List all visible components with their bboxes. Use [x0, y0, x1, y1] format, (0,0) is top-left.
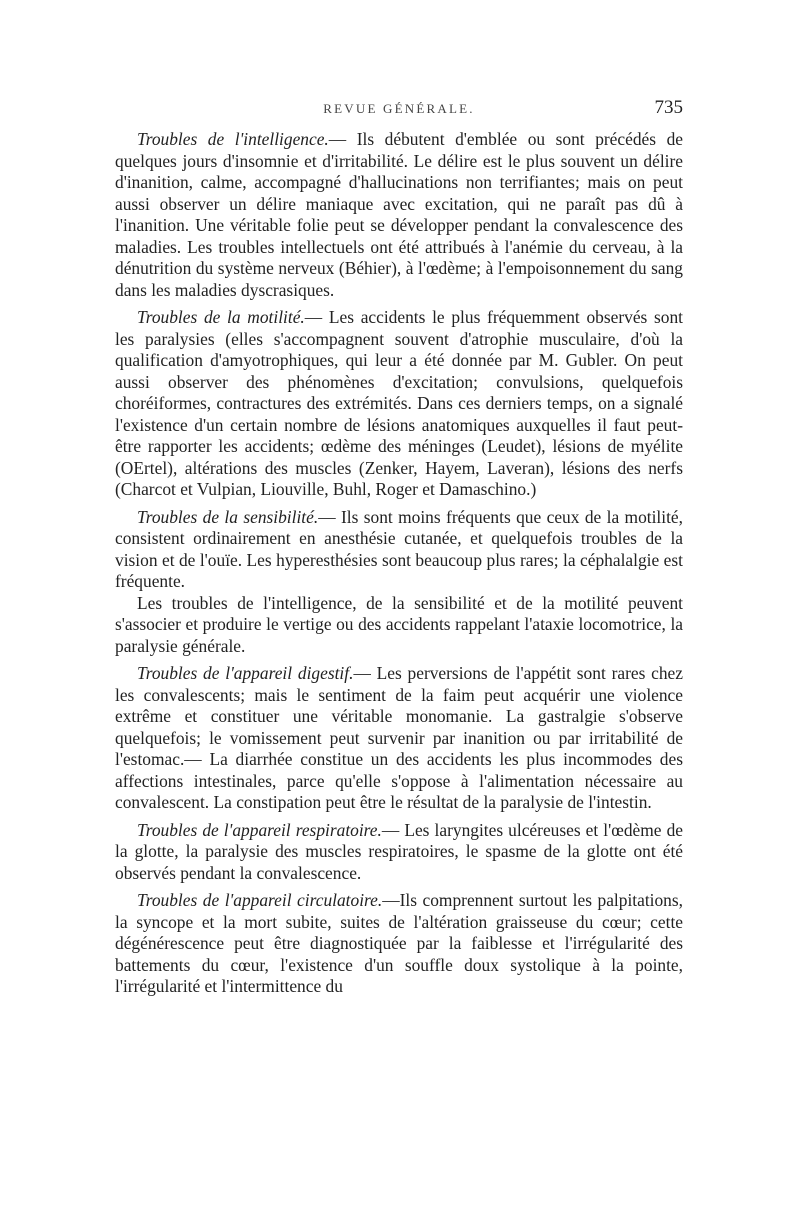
paragraph-motilite: [115, 307, 683, 501]
paragraph-text: —Ils comprennent surtout les palpitations, la syncope et la mort subite, suites de l'altération graisseuse du cœur; cette dégénérescence peut être diagnostiquée par la faiblesse et l'irrégularité des battements du cœur, l'existence d'un souffle doux systolique à la pointe, l'irrégularité et l'intermittence du: [115, 890, 683, 996]
paragraph-digestif: [115, 663, 683, 814]
section-lead: Troubles de la sensibilité.: [137, 506, 319, 527]
body-text: [115, 129, 683, 998]
section-lead: Troubles de l'intelligence.: [137, 129, 329, 149]
section-lead: Troubles de l'appareil circulatoire.: [137, 890, 383, 910]
running-title: REVUE GÉNÉRALE.: [323, 101, 475, 116]
section-lead: Troubles de l'appareil respiratoire.: [137, 819, 382, 840]
paragraph-text: — Les laryngites ulcéreuses et l'œdème de la glotte, la paralysie des muscles respiratoires, le spasme de la glotte ont été observés pendant la convalescence.: [115, 819, 683, 883]
paragraph-text: — Ils débutent d'emblée ou sont précédés de quelques jours d'insomnie et d'irritabilité. Le délire est le plus souvent un délire d'inanition, calme, accompagné d'hallucinations non terrifiantes; mais on peut aussi observer un délire maniaque avec excitation, qui ne paraît pas dû à l'inanition. Une véritable folie peut se développer pendant la convalescence des maladies. Les troubles intellectuels ont été attribués à l'anémie du cerveau, à la dénutrition du système nerveux (Béhier), à l'œdème; à l'empoisonnement du sang dans les maladies dyscrasiques.: [115, 129, 683, 300]
section-lead: Troubles de la motilité.: [137, 307, 305, 327]
paragraph-text: — Ils sont moins fréquents que ceux de la motilité, consistent ordinairement en anesthésie cutanée, et quelquefois troubles de la vision et de l'ouïe. Les hyperesthésies sont beaucoup plus rares; la céphalalgie est fréquente.: [115, 506, 683, 591]
paragraph-sensibilite: [115, 507, 683, 593]
paragraph-text: — Les perversions de l'appétit sont rares chez les convalescents; mais le sentiment de la faim peut acquérir une violence extrême et constituer une véritable monomanie. La gastralgie s'observe quelquefois; le vomissement peut survenir par inanition ou par irritabilité de l'estomac.— La diarrhée constitue un des accidents les plus incommodes des affections intestinales, parce qu'elle s'oppose à l'alimentation nécessaire au convalescent. La constipation peut être le résultat de la paralysie de l'intestin.: [115, 663, 683, 812]
page-number: 735: [654, 97, 683, 118]
paragraph-association: [115, 593, 683, 658]
paragraph-intelligence: [115, 129, 683, 301]
paragraph-circulatoire: [115, 890, 683, 998]
paragraph-text: Les troubles de l'intelligence, de la sensibilité et de la motilité peuvent s'associer et produire le vertige ou des accidents rappelant l'ataxie locomotrice, la paralysie générale.: [115, 592, 683, 656]
running-head: [115, 97, 683, 123]
paragraph-text: — Les accidents le plus fréquemment observés sont les paralysies (elles s'accompagnent souvent d'atrophie musculaire, d'où la qualification d'amyotrophiques, qui leur a été donnée par M. Gubler. On peut aussi observer des phénomènes d'excitation; convulsions, quelquefois choréiformes, contractures des extrémités. Dans ces derniers temps, on a signalé l'existence d'un certain nombre de lésions anatomiques auxquelles il faut peut-être rapporter les accidents; œdème des méninges (Leudet), lésions de myélite (OErtel), altérations des muscles (Zenker, Hayem, Laveran), lésions des nerfs (Charcot et Vulpian, Liouville, Buhl, Roger et Damaschino.): [115, 307, 683, 499]
section-lead: Troubles de l'appareil digestif.: [137, 663, 354, 683]
paragraph-respiratoire: [115, 820, 683, 885]
